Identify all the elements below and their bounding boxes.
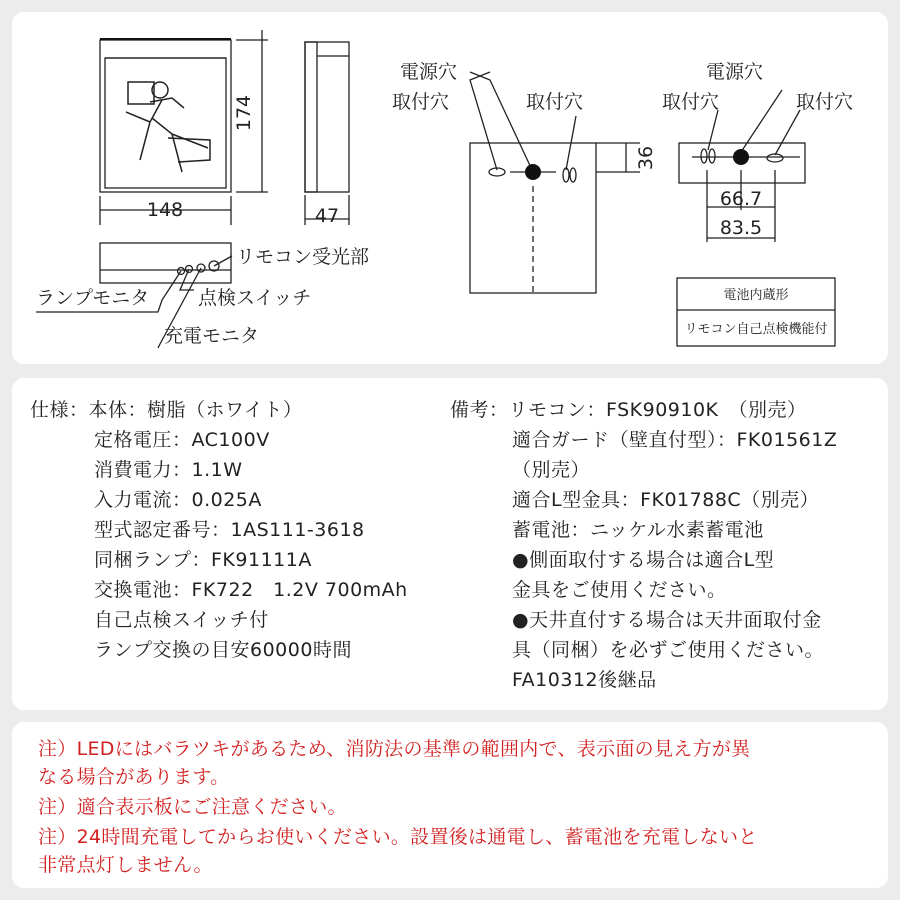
label-mount-hole: 取付穴 — [662, 91, 720, 113]
notes-panel — [12, 722, 888, 888]
remarks-line: 適合ガード（壁直付型）：FK01561Z — [512, 429, 838, 451]
note-line: なる場合があります。 — [38, 766, 230, 788]
badge-remote: リモコン自己点検機能付 — [684, 322, 828, 337]
spec-line: 消費電力：1.1W — [94, 459, 243, 481]
label-lamp-monitor: ランプモニタ — [36, 287, 150, 309]
remarks-line: 金具をご使用ください。 — [512, 579, 727, 601]
power-hole-dot — [733, 149, 749, 165]
note-line: 注）適合表示板にご注意ください。 — [38, 796, 347, 818]
spec-line: 仕様：本体：樹脂（ホワイト） — [30, 399, 303, 421]
note-line: 非常点灯しません。 — [38, 854, 213, 876]
spec-line: 同梱ランプ：FK91111A — [94, 549, 312, 571]
dim-height: 174 — [233, 94, 255, 132]
spec-line: 入力電流：0.025A — [94, 489, 262, 511]
remarks-line: ●側面取付する場合は適合L型 — [512, 549, 775, 571]
dim-depth: 47 — [314, 205, 340, 227]
spec-line: 交換電池：FK722 1.2V 700mAh — [94, 579, 408, 601]
label-power-hole: 電源穴 — [400, 61, 458, 83]
remarks-line: （別売） — [512, 459, 591, 481]
spec-line: 自己点検スイッチ付 — [94, 609, 269, 631]
label-power-hole: 電源穴 — [706, 61, 764, 83]
dim-hole-span: 83.5 — [719, 217, 763, 239]
diagram-panel — [12, 12, 888, 364]
spec-line: 定格電圧：AC100V — [94, 429, 270, 451]
label-check-switch: 点検スイッチ — [198, 287, 312, 309]
remarks-line: FA10312後継品 — [512, 669, 657, 691]
dim-hole-offset: 36 — [635, 145, 657, 171]
spec-line: ランプ交換の目安60000時間 — [94, 639, 352, 661]
label-mount-hole: 取付穴 — [526, 91, 584, 113]
label-mount-hole: 取付穴 — [796, 91, 854, 113]
remarks-line: 蓄電池：ニッケル水素蓄電池 — [512, 519, 764, 541]
bottom-view-outline — [100, 243, 231, 283]
remarks-line: ●天井直付する場合は天井面取付金 — [512, 609, 822, 631]
dim-hole-pitch: 66.7 — [719, 188, 763, 210]
label-charge-monitor: 充電モニタ — [164, 325, 260, 347]
front-face-outline — [105, 58, 226, 188]
badge-battery: 電池内蔵形 — [723, 288, 789, 303]
remarks-line: 具（同梱）を必ずご使用ください。 — [512, 639, 825, 661]
side-body-outline — [305, 42, 349, 192]
remarks-line: 備考：リモコン：FSK90910K （別売） — [450, 399, 807, 421]
power-hole-dot — [525, 164, 541, 180]
spec-line: 型式認定番号：1AS111-3618 — [94, 519, 365, 541]
front-body-outline — [100, 40, 231, 192]
running-man-icon — [126, 82, 210, 172]
spec-panel — [12, 378, 888, 710]
label-remote-receiver: リモコン受光部 — [236, 246, 370, 268]
remarks-line: 適合L型金具：FK01788C（別売） — [512, 489, 820, 511]
note-line: 注）LEDにはバラツキがあるため、消防法の基準の範囲内で、表示面の見え方が異 — [38, 738, 751, 760]
note-line: 注）24時間充電してからお使いください。設置後は通電し、蓄電池を充電しないと — [38, 826, 758, 848]
dim-width: 148 — [146, 199, 184, 221]
dimension-diagram — [12, 12, 888, 364]
label-mount-hole: 取付穴 — [392, 91, 450, 113]
